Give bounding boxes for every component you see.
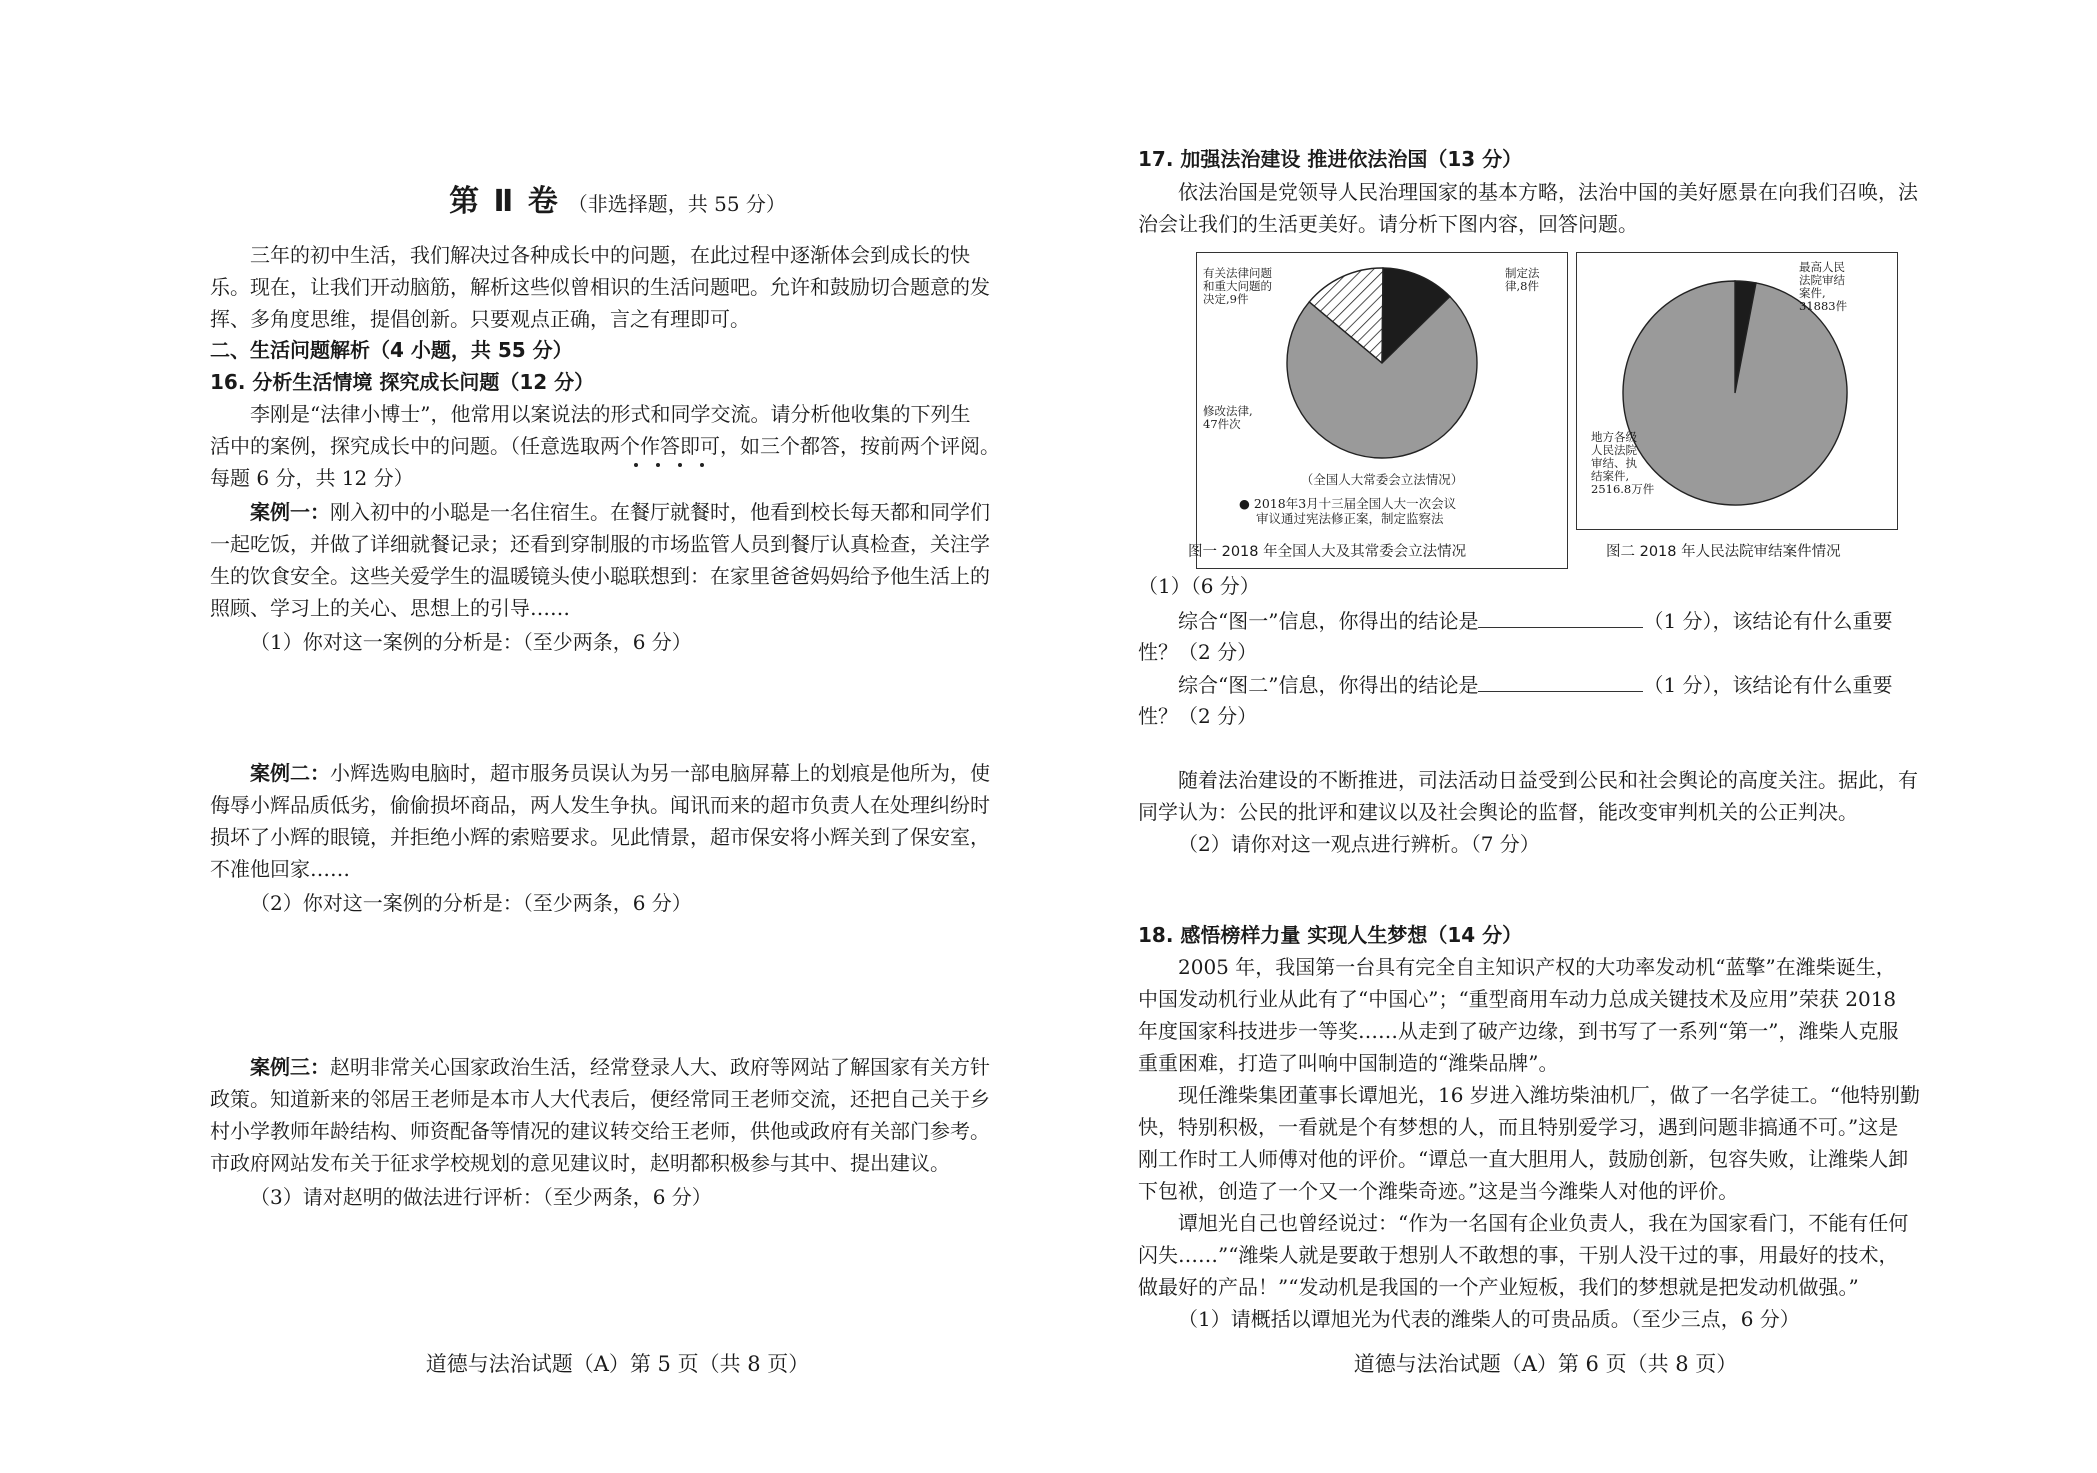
q17-fig1-line [1178,609,1893,632]
fig1-note-line: 审议通过宪法修正案，制定监察法 [1256,511,1444,526]
fig2-label-supreme [1799,261,1847,313]
label-line: 和重大问题的 [1203,279,1272,293]
case3-question: （3）请对赵明的做法进行评析：（至少两条，6 分） [250,1185,712,1209]
fig1-label-amend [1203,405,1253,431]
q18-para2: 刚工作时工人师傅对他的评价。“谭总一直大胆用人，鼓励创新，包容失败，让潍柴人卸 [1138,1147,1909,1171]
label-line: 修改法律, [1203,404,1253,418]
case1-question: （1）你对这一案例的分析是：（至少两条，6 分） [250,630,692,654]
label-line: 结案件, [1591,469,1630,483]
q18-para3: 闪失……”“潍柴人就是要敢于想别人不敢想的事，干别人没干过的事，用最好的技术， [1138,1243,1899,1267]
case2-label: 案例二： [250,761,330,785]
q17-fig2-cont: 性？（2 分） [1138,704,1258,728]
q17-fig2-prompt: 综合“图二”信息，你得出的结论是 [1178,673,1479,697]
case2-line: 侮辱小辉品质低劣，偷偷损坏商品，两人发生争执。闻讯而来的超市负责人在处理纠纷时 [210,793,990,817]
case3-line [250,1056,990,1078]
label-line: 法院审结 [1799,273,1845,287]
intro-line: 三年的初中生活，我们解决过各种成长中的问题，在此过程中逐渐体会到成长的快 [250,243,970,267]
q16-stem: 李刚是“法律小博士”，他常用以案说法的形式和同学交流。请分析他收集的下列生 [250,402,971,426]
page-footer: 道德与法治试题（A）第 5 页（共 8 页） [425,1352,810,1376]
section-title [210,176,1025,220]
q17-fig1-cont: 性？（2 分） [1138,640,1258,664]
q17-fig2-post: （1 分），该结论有什么重要 [1643,673,1893,697]
label-line: 律,8件 [1505,279,1539,293]
fig1-inner-title: （全国人大常委会立法情况） [1300,472,1464,487]
case1-line: 一起吃饭，并做了详细就餐记录；还看到穿制服的市场监管人员到餐厅认真检查，关注学 [210,532,990,556]
q16-stem: 每题 6 分，共 12 分） [210,466,414,490]
case2-line: 损坏了小辉的眼镜，并拒绝小辉的索赔要求。见此情景，超市保安将小辉关到了保安室， [210,825,990,849]
label-line: 2516.8万件 [1591,482,1655,496]
label-line: 31883件 [1799,299,1848,313]
label-line: 制定法 [1505,266,1540,280]
q18-sub1: （1）请概括以谭旭光为代表的潍柴人的可贵品质。（至少三点，6 分） [1178,1307,1800,1331]
answer-blank[interactable] [1478,609,1643,628]
q18-para3: 谭旭光自己也曾经说过：“作为一名国有企业负责人，我在为国家看门，不能有任何 [1178,1211,1909,1235]
label-line: 审结、执 [1591,456,1637,470]
section-title-main: 第 Ⅱ 卷 [449,184,560,219]
label-line: 有关法律问题 [1203,266,1272,280]
label-line: 最高人民 [1799,260,1845,274]
case3-text: 赵明非常关心国家政治生活，经常登录人大、政府等网站了解国家有关方针 [330,1055,990,1079]
q18-para2: 下包袱，创造了一个又一个潍柴奇迹。”这是当今潍柴人对他的评价。 [1138,1179,1739,1203]
page-footer: 道德与法治试题（A）第 6 页（共 8 页） [1353,1352,1738,1376]
q18-para1: 2005 年，我国第一台具有完全自主知识产权的大功率发动机“蓝擎”在潍柴诞生， [1178,955,1896,979]
q16-heading: 16. 分析生活情境 探究成长问题（12 分） [210,370,595,394]
q17-fig1-post: （1 分），该结论有什么重要 [1643,609,1893,633]
fig1-note [1239,496,1456,526]
intro-line: 挥、多角度思维，提倡创新。只要观点正确，言之有理即可。 [210,307,750,331]
fig1-note-text: 2018年3月十三届全国人大一次会议 [1253,496,1457,511]
case1-line: 生的饮食安全。这些关爱学生的温暖镜头使小聪联想到：在家里爸爸妈妈给予他生活上的 [210,564,990,588]
case3-label: 案例三： [250,1055,330,1079]
case2-question: （2）你对这一案例的分析是：（至少两条，6 分） [250,891,692,915]
q18-para1: 中国发动机行业从此有了“中国心”；“重型商用车动力总成关键技术及应用”荣获 2018 [1138,987,1897,1011]
q17-stem: 依法治国是党领导人民治理国家的基本方略，法治中国的美好愿景在向我们召唤，法 [1178,180,1918,204]
label-line: 决定,9件 [1203,292,1249,306]
label-line: 地方各级 [1591,430,1637,444]
answer-blank[interactable] [1478,673,1643,692]
case2-line: 不准他回家…… [210,857,350,881]
q18-para2: 现任潍柴集团董事长谭旭光，16 岁进入潍坊柴油机厂，做了一名学徒工。“他特别勤 [1178,1083,1921,1107]
right-page [1138,0,1953,1473]
figure-1-caption: 图一 2018 年全国人大及其常委会立法情况 [1188,544,1467,560]
figure-2 [1576,252,1898,530]
case1-line [250,501,990,523]
q18-para1: 年度国家科技进步一等奖……从走到了破产边缘，到书写了一系列“第一”，潍柴人克服 [1138,1019,1899,1043]
part-heading: 二、生活问题解析（4 小题，共 55 分） [210,338,573,362]
q18-para3: 做最好的产品！”“发动机是我国的一个产业短板，我们的梦想就是把发动机做强。” [1138,1275,1859,1299]
q17-fig1-prompt: 综合“图一”信息，你得出的结论是 [1178,609,1479,633]
fig1-note-line [1239,496,1456,511]
label-line: 47件次 [1203,417,1241,431]
q18-para2: 快，特别积极，一看就是个有梦想的人，而且特别爱学习，遇到问题非搞通不可。”这是 [1138,1115,1899,1139]
case3-line: 政策。知道新来的邻居王老师是本市人大代表后，便经常同王老师交流，还把自己关于乡 [210,1087,990,1111]
intro-line: 乐。现在，让我们开动脑筋，解析这些似曾相识的生活问题吧。允许和鼓励切合题意的发 [210,275,990,299]
q17-sub1: （1）（6 分） [1138,574,1260,598]
figure-1 [1196,252,1568,569]
bullet-icon: ● [1239,496,1254,511]
q17-para: 同学认为：公民的批评和建议以及社会舆论的监督，能改变审判机关的公正判决。 [1138,800,1858,824]
label-line: 人民法院 [1591,443,1637,457]
left-page [210,0,1025,1473]
q16-stem: 活中的案例，探究成长中的问题。（任意选取两个作答即可，如三个都答，按前两个评阅。 [210,434,1000,458]
section-title-sub: （非选择题，共 55 分） [567,192,786,216]
figure-2-caption: 图二 2018 年人民法院审结案件情况 [1606,544,1841,560]
case3-line: 市政府网站发布关于征求学校规划的意见建议时，赵明都积极参与其中、提出建议。 [210,1151,950,1175]
fig1-label-decisions [1203,267,1272,306]
label-line: 案件, [1799,286,1826,300]
case1-label: 案例一： [250,500,330,524]
q17-fig2-line [1178,673,1893,696]
q17-stem: 治会让我们的生活更美好。请分析下图内容，回答问题。 [1138,212,1638,236]
q18-heading: 18. 感悟榜样力量 实现人生梦想（14 分） [1138,923,1523,947]
emphasis-dots [628,462,748,468]
fig1-label-enact [1505,267,1540,293]
q17-sub2: （2）请你对这一观点进行辨析。（7 分） [1178,832,1540,856]
case1-text: 刚入初中的小聪是一名住宿生。在餐厅就餐时，他看到校长每天都和同学们 [330,500,990,524]
q17-para: 随着法治建设的不断推进，司法活动日益受到公民和社会舆论的高度关注。据此，有 [1178,768,1918,792]
case2-text: 小辉选购电脑时，超市服务员误认为另一部电脑屏幕上的划痕是他所为，使 [330,761,990,785]
q18-para1: 重重困难，打造了叫响中国制造的“潍柴品牌”。 [1138,1051,1559,1075]
fig2-label-local [1591,431,1654,496]
case3-line: 村小学教师年龄结构、师资配备等情况的建议转交给王老师，供他或政府有关部门参考。 [210,1119,990,1143]
case2-line [250,762,990,784]
pie-slice-local-courts [1623,281,1847,505]
case1-line: 照顾、学习上的关心、思想上的引导…… [210,596,570,620]
q17-heading: 17. 加强法治建设 推进依法治国（13 分） [1138,147,1523,171]
